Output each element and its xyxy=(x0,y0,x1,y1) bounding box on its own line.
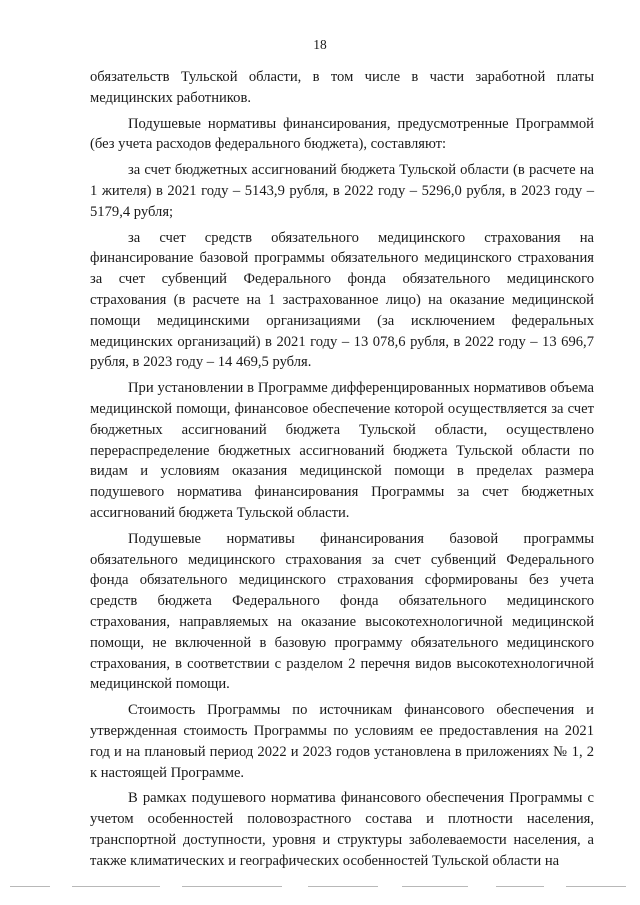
paragraph-4: за счет средств обязательного медицинского страхования на финансирование базовой программы обязательного медицинского страхования за счет субвенций Федерального фонда обязательного медицинского страхования (в расчете на 1 застрахованное лицо) на оказание медицинской помощи медицинскими организациями (за исключением федеральных медицинских организаций) в 2021 году – 13 078,6 рубля, в 2022 году – 13 696,7 рубля, в 2023 году – 14 469,5 рубля. xyxy=(90,229,594,371)
paragraph-3: за счет бюджетных ассигнований бюджета Тульской области (в расчете на 1 жителя) в 2021 году – 5143,9 рубля, в 2022 году – 5296,0 рубля, в 2023 году – 5179,4 рубля; xyxy=(90,162,594,220)
page-number: 18 xyxy=(313,37,327,52)
paragraph-6: Подушевые нормативы финансирования базовой программы обязательного медицинского страхования за счет субвенций Федерального фонда обязательного медицинского страхования сформированы без учета средств бюджета Федерального фонда обязательного медицинского страхования, направляемых на оказание высокотехнологичной медицинской помощи, не включенной в базовую программу обязательного медицинского страхования, в соответствии с разделом 2 перечня видов высокотехнологичной медицинской помощи. xyxy=(90,530,594,693)
paragraph-8: В рамках подушевого норматива финансового обеспечения Программы с учетом особенностей половозрастного состава и плотности населения, транспортной доступности, уровня и структуры заболеваемости населения, а также климатических и географических особенностей Тульской области на xyxy=(90,790,594,869)
paragraph-2: Подушевые нормативы финансирования, предусмотренные Программой (без учета расходов федерального бюджета), составляют: xyxy=(90,115,594,153)
scan-artifact xyxy=(10,886,630,890)
paragraph-5: При установлении в Программе дифференцированных нормативов объема медицинской помощи, финансовое обеспечение которой осуществляется за счет бюджетных ассигнований бюджета Тульской области, осуществлено перераспределение бюджетных ассигнований бюджета Тульской области по видам и условиям оказания медицинской помощи в пределах размера подушевого норматива финансирования Программы за счет бюджетных ассигнований бюджета Тульской области. xyxy=(90,380,594,521)
paragraph-7: Стоимость Программы по источникам финансового обеспечения и утвержденная стоимость Программы по условиям ее предоставления на 2021 год и на плановый период 2022 и 2023 годов установлена в приложениях № 1, 2 к настоящей Программе. xyxy=(90,702,594,781)
document-body xyxy=(90,67,594,876)
paragraph-1: обязательств Тульской области, в том числе в части заработной платы медицинских работников. xyxy=(90,69,594,106)
